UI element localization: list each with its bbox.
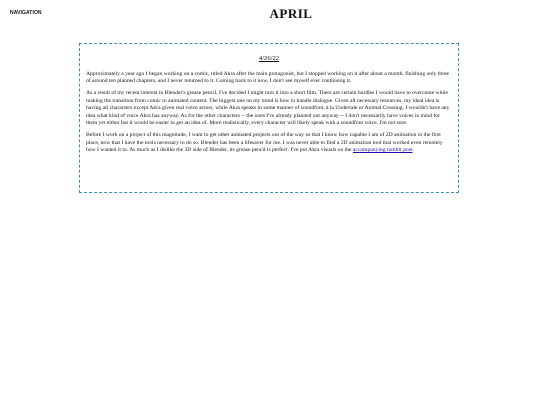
post-container [79, 43, 459, 193]
navigation-link[interactable]: NAVIGATION [10, 10, 42, 16]
page-title: APRIL [269, 6, 313, 21]
post-paragraph-3-end: . [412, 147, 414, 154]
post-date: 4/26/22 [258, 55, 280, 62]
tumblr-post-link[interactable]: accompanying tumblr post [352, 147, 413, 154]
post-paragraph-3-text: Before I work on a project of this magnitude, I want to get other animated projects out of the way so that I know how capable I am of 2D animation in the first place, now that I have the tools necessary to do so. Blender has been a lifesaver for me. I was never able to find a 2D animation tool that worked even remotely how I wanted it to. As much as I dislike the 3D side of Blender, its grease pencil is perfect. I've put Akra visuals on the [86, 132, 443, 154]
post-paragraph-2: As a result of my recent interest in Blender's grease pencil, I've decided I might turn it into a short film. There are certain hurdles I would have to overcome while making the transition from comic to animated content. The biggest one on my mind is how to handle dialogue. Given all necessary resources, my ideal idea is having all characters except Akra given real voice actors, while Akra speaks in some manner of soundfont, à la Undertale or Animal Crossing. I wouldn't have any idea what kind of voice Akra has anyway. As for the other characters -- the ones I've already planned out anyway -- I don't necessarily have voices in mind for them yet either but it would be easier to get an idea of. More realistically, every character will likely speak with a soundfont voice. I'm not sure. [86, 90, 450, 127]
post-paragraph-1: Approximately a year ago I began working on a comic, titled Akra after the main protagonist, but I stopped working on it after about a month, finishing only three of around ten planned chapters, and I never returned to it. Coming back to it now, I don't see myself ever continuing it. [86, 71, 450, 85]
post-paragraph-3 [86, 132, 452, 154]
